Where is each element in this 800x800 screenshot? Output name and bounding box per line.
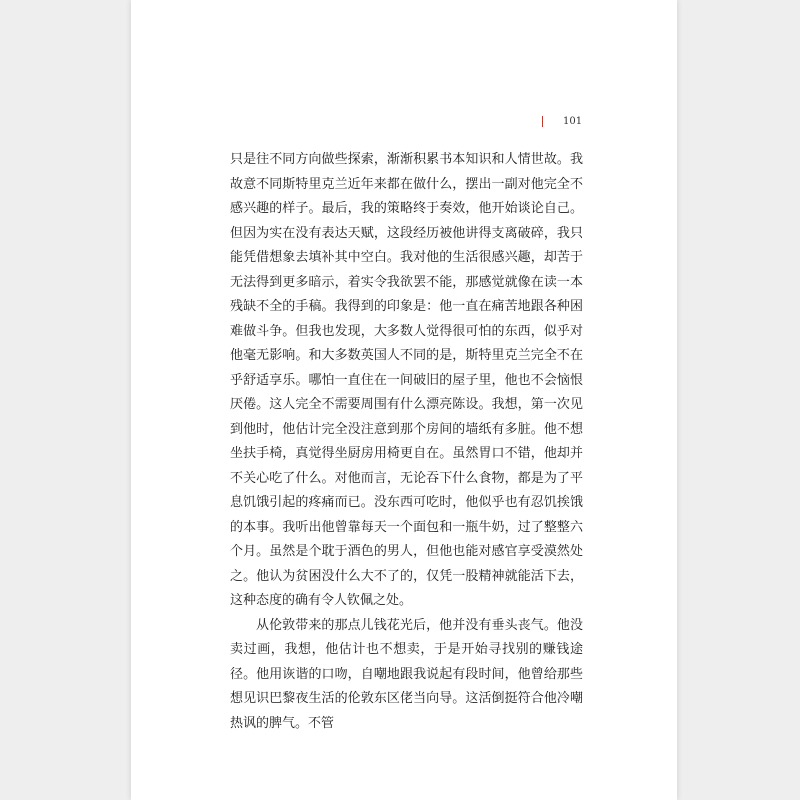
paragraph-continued: 只是往不同方向做些探索，渐渐积累书本知识和人情世故。我故意不同斯特里克兰近年来都在做什么，摆出一副对他完全不感兴趣的样子。最后，我的策略终于奏效，他开始谈论自己。但因为实在没有表达天赋，这段经历被他讲得支离破碎，我只能凭借想象去填补其中空白。我对他的生活很感兴趣，却苦于无法得到更多暗示，着实令我欲罢不能，那感觉就像在读一本残缺不全的手稿。我得到的印象是：他一直在痛苦地跟各种困难做斗争。但我也发现，大多数人觉得很可怕的东西，似乎对他毫无影响。和大多数英国人不同的是，斯特里克兰完全不在乎舒适享乐。哪怕一直住在一间破旧的屋子里，他也不会恼恨厌倦。这人完全不需要周围有什么漂亮陈设。我想，第一次见到他时，他估计完全没注意到那个房间的墙纸有多脏。他不想坐扶手椅，真觉得坐厨房用椅更自在。虽然胃口不错，他却并不关心吃了什么。对他而言，无论吞下什么食物，都是为了平息饥饿引起的疼痛而已。没东西可吃时，他似乎也有忍饥挨饿的本事。我听出他曾靠每天一个面包和一瓶牛奶，过了整整六个月。虽然是个耽于酒色的男人，但他也能对感官享受漠然处之。他认为贫困没什么大不了的，仅凭一股精神就能活下去，这种态度的确有令人钦佩之处。 <box>230 152 583 608</box>
book-page <box>131 0 677 800</box>
paragraph-new: 从伦敦带来的那点儿钱花光后，他并没有垂头丧气。他没卖过画，我想，他估计也不想卖，于是开始寻找别的赚钱途径。他用诙谐的口吻，自嘲地跟我说起有段时间，他曾给那些想见识巴黎夜生活的伦敦东区佬当向导。这活倒挺符合他冷嘲热讽的脾气。不管 <box>230 617 583 731</box>
body-text <box>230 148 583 736</box>
header-divider <box>542 116 543 127</box>
running-header <box>131 115 677 131</box>
page-number: 101 <box>563 116 583 127</box>
